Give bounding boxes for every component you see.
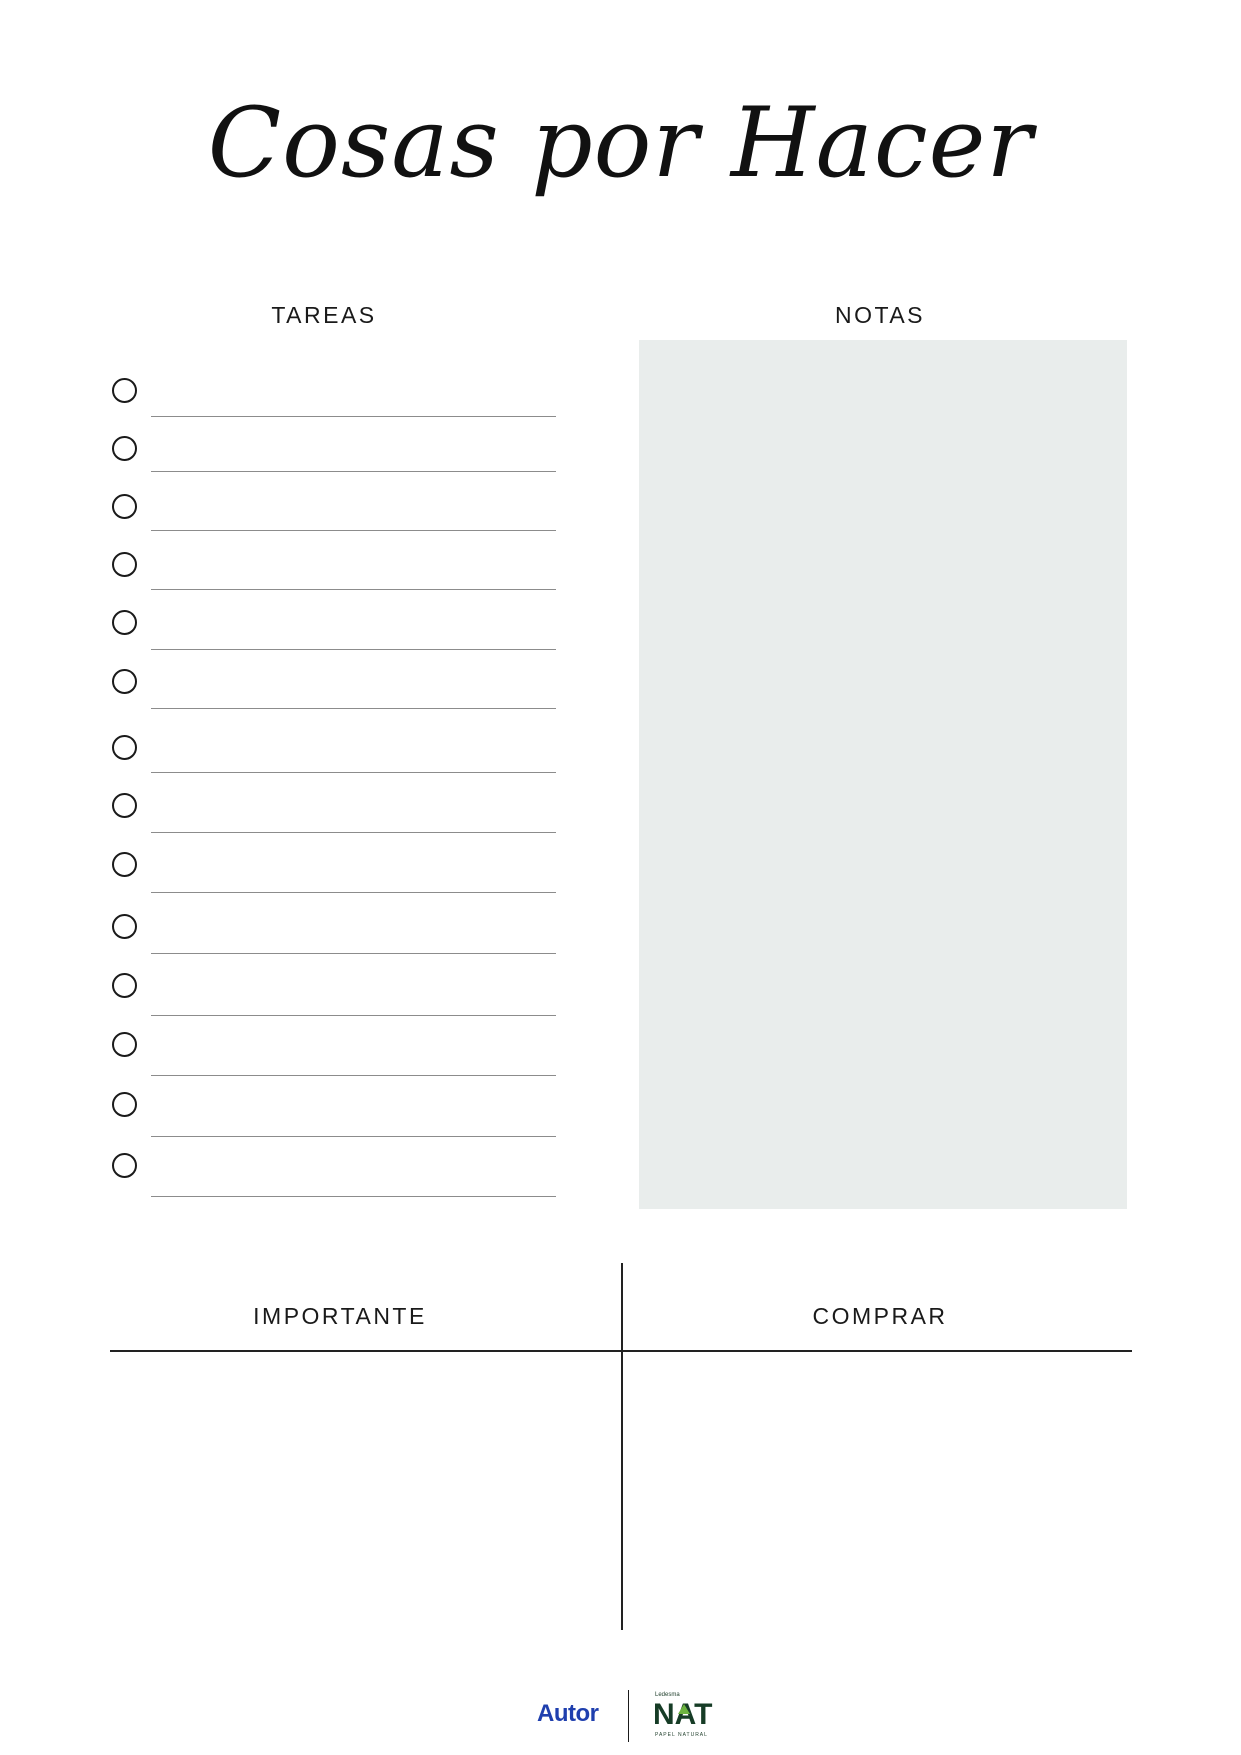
task-checkbox[interactable]: [112, 973, 137, 998]
task-checkbox[interactable]: [112, 1092, 137, 1117]
task-line[interactable]: [151, 892, 556, 893]
task-line[interactable]: [151, 1075, 556, 1076]
task-checkbox[interactable]: [112, 1032, 137, 1057]
task-row: [110, 735, 558, 795]
buy-heading: COMPRAR: [812, 1303, 948, 1329]
task-line[interactable]: [151, 530, 556, 531]
important-heading: IMPORTANTE: [253, 1303, 427, 1329]
task-row: [110, 669, 558, 729]
task-row: [110, 914, 558, 974]
task-checkbox[interactable]: [112, 914, 137, 939]
task-row: [110, 973, 558, 1033]
task-row: [110, 793, 558, 853]
task-row: [110, 1153, 558, 1213]
task-row: [110, 378, 558, 438]
footer: [0, 1690, 1241, 1742]
task-checkbox[interactable]: [112, 852, 137, 877]
task-line[interactable]: [151, 589, 556, 590]
task-line[interactable]: [151, 1136, 556, 1137]
task-checkbox[interactable]: [112, 436, 137, 461]
task-line[interactable]: [151, 1196, 556, 1197]
task-row: [110, 1092, 558, 1152]
leaf-icon: [678, 1704, 690, 1714]
task-row: [110, 852, 558, 912]
task-checkbox[interactable]: [112, 378, 137, 403]
autor-logo: Autor: [537, 1700, 599, 1727]
task-line[interactable]: [151, 1015, 556, 1016]
task-row: [110, 1032, 558, 1092]
section-divider: [110, 1350, 1132, 1352]
nat-tagline: PAPEL NATURAL: [655, 1732, 708, 1738]
task-line[interactable]: [151, 953, 556, 954]
task-line[interactable]: [151, 471, 556, 472]
task-line[interactable]: [151, 649, 556, 650]
task-checkbox[interactable]: [112, 552, 137, 577]
notes-area[interactable]: [639, 340, 1127, 1209]
task-row: [110, 552, 558, 612]
page-title: Cosas por Hacer: [207, 87, 1034, 199]
task-checkbox[interactable]: [112, 610, 137, 635]
task-row: [110, 610, 558, 670]
tasks-heading: TAREAS: [271, 302, 377, 328]
task-checkbox[interactable]: [112, 1153, 137, 1178]
task-checkbox[interactable]: [112, 669, 137, 694]
task-checkbox[interactable]: [112, 735, 137, 760]
task-line[interactable]: [151, 832, 556, 833]
column-divider: [621, 1263, 623, 1630]
buy-area[interactable]: [625, 1354, 1130, 1624]
task-checkbox[interactable]: [112, 793, 137, 818]
task-line[interactable]: [151, 772, 556, 773]
important-area[interactable]: [110, 1354, 618, 1624]
task-line[interactable]: [151, 708, 556, 709]
task-row: [110, 436, 558, 496]
nat-logo: [653, 1690, 733, 1742]
nat-brand-small: Ledesma: [655, 1692, 680, 1698]
notes-heading: NOTAS: [834, 302, 926, 328]
nat-name: NAT: [653, 1698, 713, 1731]
task-row: [110, 494, 558, 554]
task-line[interactable]: [151, 416, 556, 417]
task-checkbox[interactable]: [112, 494, 137, 519]
footer-divider: [628, 1690, 629, 1742]
